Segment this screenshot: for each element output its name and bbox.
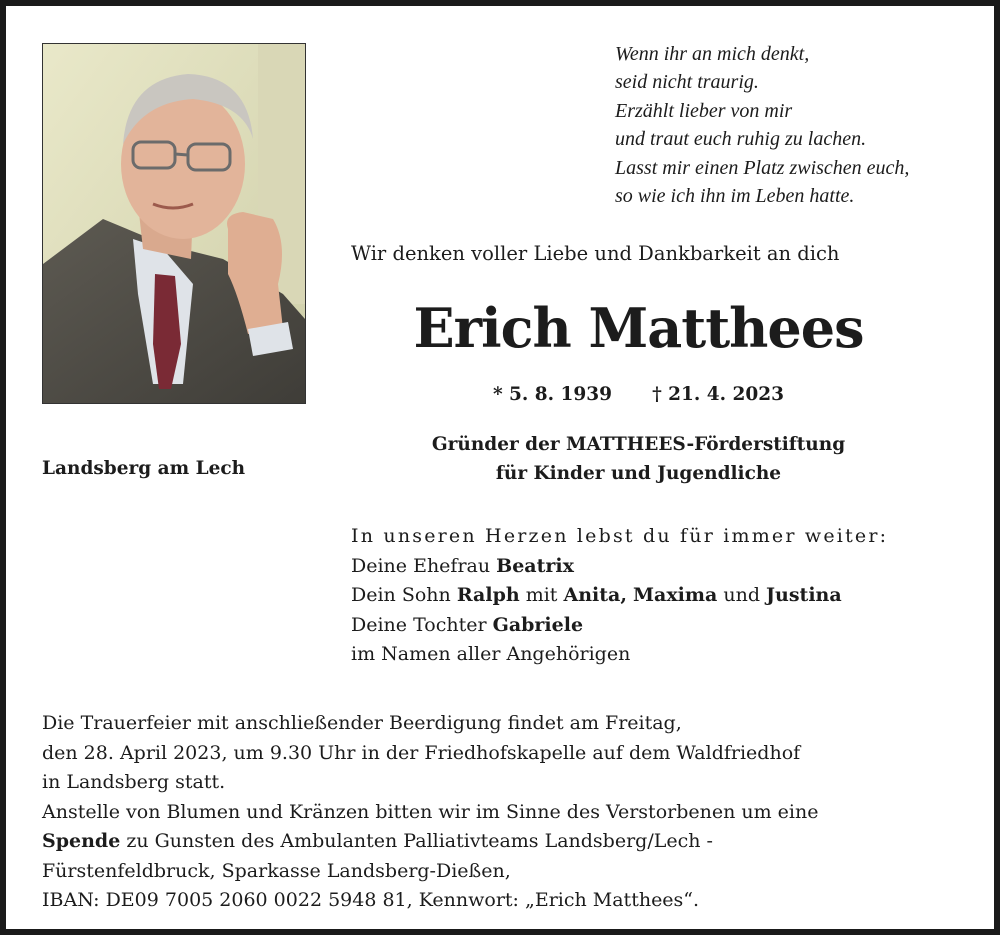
poem-line: Wenn ihr an mich denkt,	[615, 43, 810, 65]
portrait-photo	[42, 43, 306, 404]
founder-line: für Kinder und Jugendliche	[495, 463, 782, 484]
name-anita: Anita,	[563, 584, 627, 606]
family-heading: In unseren Herzen lebst du für immer weiter:	[351, 525, 889, 547]
family-closing: im Namen aller Angehörigen	[351, 643, 631, 665]
notice-line: Die Trauerfeier mit anschließender Beerdigung findet am Freitag,	[42, 712, 682, 734]
founder-line: Gründer der MATTHEES-Förderstiftung	[431, 434, 846, 455]
poem	[615, 40, 995, 210]
intro-text: Wir denken voller Liebe und Dankbarkeit an dich	[351, 242, 840, 265]
notice-line: Anstelle von Blumen und Kränzen bitten wir im Sinne des Verstorbenen um eine	[42, 800, 819, 823]
funeral-notice	[42, 709, 982, 916]
poem-line: so wie ich ihn im Leben hatte.	[615, 185, 855, 208]
wife-prefix: Deine Ehefrau	[351, 554, 497, 577]
daughter-name: Gabriele	[492, 613, 584, 636]
family-line-wife	[351, 552, 888, 582]
son-prefix: Dein Sohn	[351, 584, 457, 606]
donation-word: Spende	[42, 830, 121, 852]
founder-note	[351, 430, 926, 488]
death-date: † 21. 4. 2023	[652, 384, 785, 405]
family-line-son	[351, 581, 888, 611]
life-dates	[351, 384, 926, 405]
poem-line: und traut euch ruhig zu lachen.	[615, 128, 867, 151]
notice-line: IBAN: DE09 7005 2060 0022 5948 81, Kennwort: „Erich Matthees“.	[42, 889, 700, 911]
name-justina: Justina	[766, 584, 842, 606]
son-name: Ralph	[456, 584, 520, 606]
family-line-daughter	[351, 611, 888, 641]
notice-line: Fürstenfeldbruck, Sparkasse Landsberg-Dießen,	[42, 859, 511, 882]
wife-name: Beatrix	[496, 554, 574, 577]
daughter-prefix: Deine Tochter	[351, 613, 493, 636]
deceased-name: Erich Matthees	[413, 296, 864, 360]
place-name: Landsberg am Lech	[42, 458, 246, 479]
notice-line: den 28. April 2023, um 9.30 Uhr in der Friedhofskapelle auf dem Waldfriedhof	[42, 741, 801, 764]
poem-line: Lasst mir einen Platz zwischen euch,	[615, 156, 910, 179]
notice-line: in Landsberg statt.	[42, 771, 226, 793]
birth-date: * 5. 8. 1939	[492, 384, 613, 405]
notice-line	[42, 827, 982, 857]
poem-line: Erzählt lieber von mir	[615, 99, 793, 122]
notice-text: zu Gunsten des Ambulanten Palliativteams Landsberg/Lech -	[120, 830, 713, 852]
mit-text: mit	[519, 584, 564, 606]
family-list	[351, 522, 888, 670]
name-maxima: Maxima	[633, 584, 718, 606]
poem-line: seid nicht traurig.	[615, 71, 759, 94]
und-text: und	[717, 584, 767, 606]
